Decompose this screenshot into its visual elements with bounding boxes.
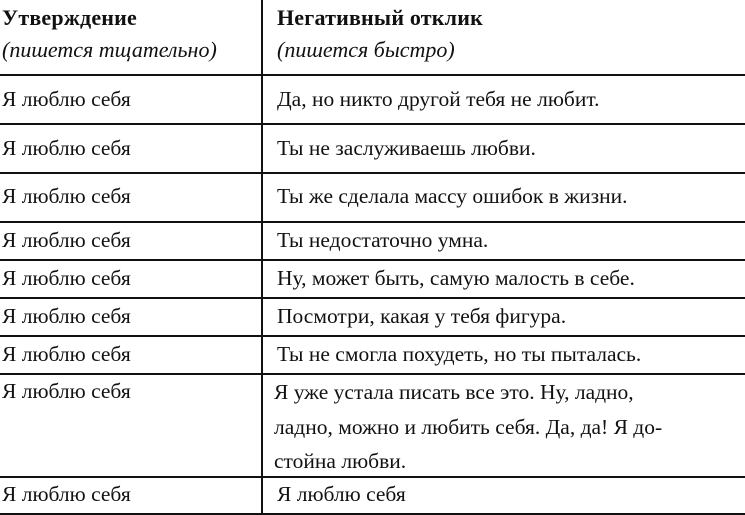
row-divider bbox=[0, 221, 745, 223]
response-cell: Я люблю себя bbox=[277, 482, 406, 506]
column-header-response: Негативный отклик bbox=[277, 5, 483, 30]
response-cell: Посмотри, какая у тебя фигура. bbox=[277, 304, 567, 328]
affirmation-cell: Я люблю себя bbox=[2, 87, 131, 111]
row-divider bbox=[0, 513, 745, 515]
response-line: стойна любви. bbox=[274, 449, 407, 473]
response-cell: Да, но никто другой тебя не любит. bbox=[277, 87, 600, 111]
response-cell: Ну, может быть, самую малость в себе. bbox=[277, 266, 635, 290]
column-header-affirmation: Утверждение bbox=[2, 5, 137, 30]
affirmation-cell: Я люблю себя bbox=[2, 379, 131, 403]
row-divider bbox=[0, 259, 745, 261]
column-divider bbox=[261, 0, 263, 514]
column-note-response: (пишется быстро) bbox=[277, 37, 455, 62]
response-line: Я уже устала писать все это. Ну, ладно, bbox=[274, 380, 634, 404]
row-divider bbox=[0, 123, 745, 125]
affirmation-cell: Я люблю себя bbox=[2, 228, 131, 252]
row-divider bbox=[0, 74, 745, 76]
response-cell: Ты же сделала массу ошибок в жизни. bbox=[277, 184, 628, 208]
response-cell: Ты не смогла похудеть, но ты пыталась. bbox=[277, 342, 642, 366]
affirmation-cell: Я люблю себя bbox=[2, 342, 131, 366]
affirmation-cell: Я люблю себя bbox=[2, 136, 131, 160]
response-line: ладно, можно и любить себя. Да, да! Я до- bbox=[274, 414, 663, 439]
row-divider bbox=[0, 297, 745, 299]
row-divider bbox=[0, 172, 745, 174]
response-cell: Ты не заслуживаешь любви. bbox=[277, 136, 536, 160]
column-note-affirmation: (пишется тщательно) bbox=[2, 37, 217, 62]
affirmation-cell: Я люблю себя bbox=[2, 184, 131, 208]
affirmation-cell: Я люблю себя bbox=[2, 304, 131, 328]
affirmation-cell: Я люблю себя bbox=[2, 266, 131, 290]
row-divider bbox=[0, 335, 745, 337]
affirmation-cell: Я люблю себя bbox=[2, 482, 131, 506]
response-cell: Ты недостаточно умна. bbox=[277, 228, 489, 252]
response-cell-multiline bbox=[274, 375, 662, 479]
